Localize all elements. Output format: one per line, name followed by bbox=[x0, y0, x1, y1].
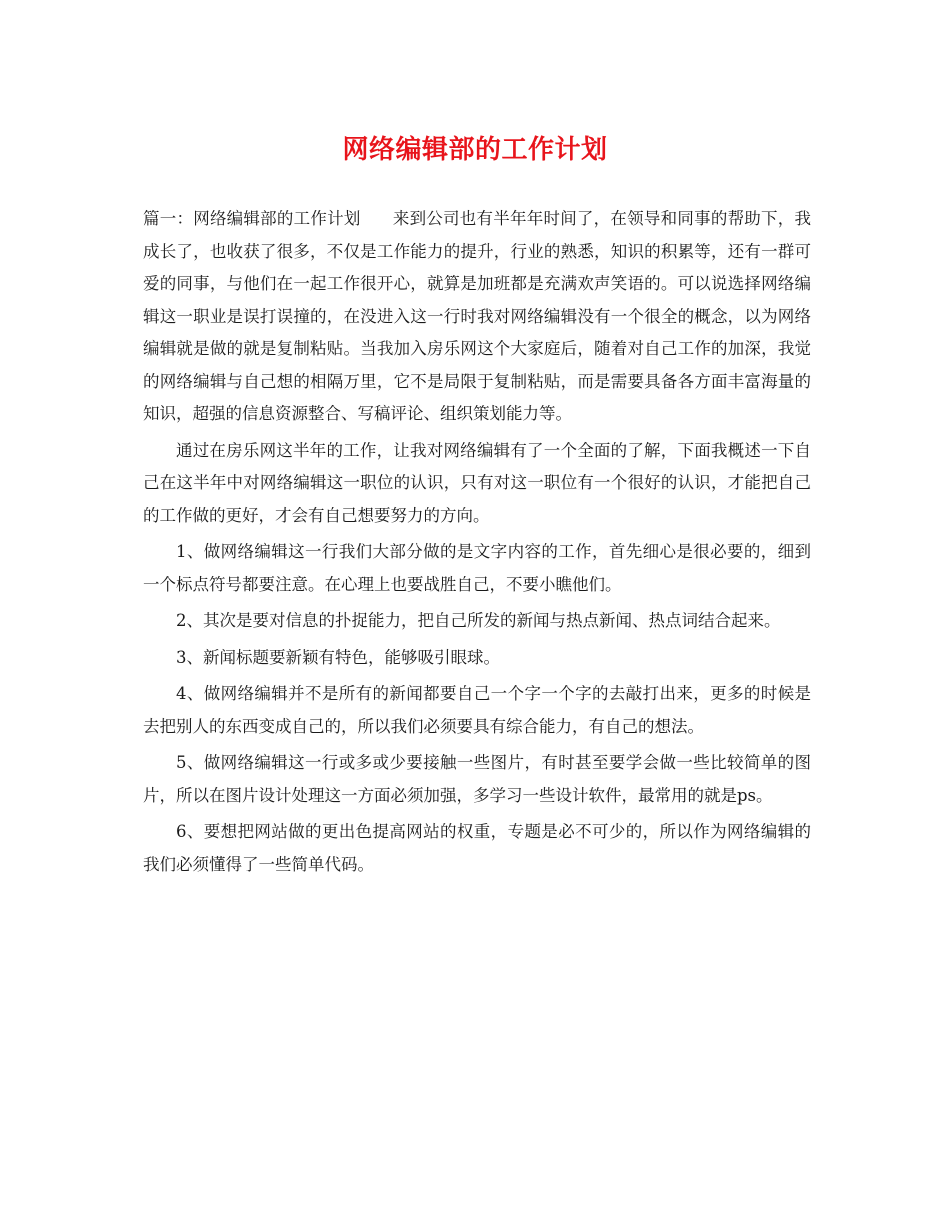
document-body bbox=[143, 203, 811, 885]
list-item-3: 3、新闻标题要新颖有特色，能够吸引眼球。 bbox=[176, 647, 500, 667]
paragraph-text: 来到公司也有半年年时间了，在领导和同事的帮助下，我成长了，也收获了很多，不仅是工作能力的提升，行业的熟悉，知识的积累等，还有一群可爱的同事，与他们在一起工作很开心，就算是加班都是充满欢声笑语的。可以说选择网络编辑这一职业是误打误撞的，在没进入这一行时我对网络编辑没有一个很全的概念，以为网络编辑就是做的就是复制粘贴。当我加入房乐网这个大家庭后，随着对自己工作的加深，我觉的网络编辑与自己想的相隔万里，它不是局限于复制粘贴，而是需要具备各方面丰富海量的知识，超强的信息资源整合、写稿评论、组织策划能力等。 bbox=[143, 209, 812, 423]
paragraph: 通过在房乐网这半年的工作，让我对网络编辑有了一个全面的了解，下面我概述一下自己在这半年中对网络编辑这一职位的认识，只有对这一职位有一个很好的认识，才能把自己的工作做的更好，才会有自己想要努力的方向。 bbox=[143, 440, 811, 525]
intro-heading: 篇一：网络编辑部的工作计划 bbox=[143, 209, 361, 228]
list-item-5: 5、做网络编辑这一行或多或少要接触一些图片，有时甚至要学会做一些比较简单的图片，所以在图片设计处理这一方面必须加强，多学习一些设计软件，最常用的就是ps。 bbox=[143, 753, 811, 805]
page-title: 网络编辑部的工作计划 bbox=[342, 135, 608, 165]
intro-paragraph bbox=[143, 203, 811, 431]
list-item-1: 1、做网络编辑这一行我们大部分做的是文字内容的工作，首先细心是很必要的，细到一个标点符号都要注意。在心理上也要战胜自己，不要小瞧他们。 bbox=[143, 542, 811, 594]
list-item-4: 4、做网络编辑并不是所有的新闻都要自己一个字一个字的去敲打出来，更多的时候是去把别人的东西变成自己的，所以我们必须要具有综合能力，有自己的想法。 bbox=[143, 684, 811, 736]
list-item-2: 2、其次是要对信息的扑捉能力，把自己所发的新闻与热点新闻、热点词结合起来。 bbox=[176, 611, 781, 630]
list-item-6: 6、要想把网站做的更出色提高网站的权重，专题是必不可少的，所以作为网络编辑的我们必须懂得了一些简单代码。 bbox=[143, 822, 811, 874]
